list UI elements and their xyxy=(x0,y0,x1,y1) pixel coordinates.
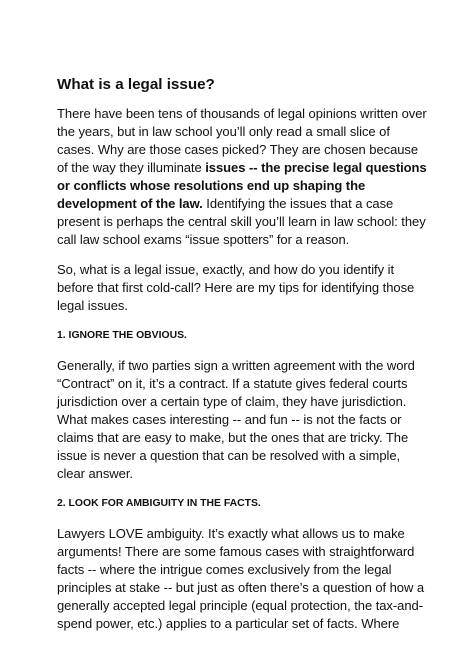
section-body-ambiguity: Lawyers LOVE ambiguity. It’s exactly what allows us to make arguments! There are some famous cases with straightforward facts -- where the intrigue comes exclusively from the legal principles at stake -- but just as often there’s a question of how a generally accepted legal principle (equal protection, the tax-and-spend power, etc.) applies to a particular set of facts. Where xyxy=(57,526,425,631)
document-page xyxy=(57,75,429,645)
intro-bold-text: issues -- the precise legal questions or conflicts whose resolutions end up shaping the development of the law. xyxy=(57,160,427,211)
section-heading-ambiguity: 2. LOOK FOR AMBIGUITY IN THE FACTS. xyxy=(57,498,261,509)
section-body-ignore-obvious: Generally, if two parties sign a written agreement with the word “Contract” on it, it’s a contract. If a statute gives federal courts jurisdiction over a certain type of claim, they have jurisdiction. What makes cases interesting -- and fun -- is not the facts or claims that are easy to make, but the ones that are tricky. The issue is never a question that can be resolved with a simple, clear answer. xyxy=(57,358,415,481)
intro-paragraph xyxy=(57,105,429,249)
page-title: What is a legal issue? xyxy=(57,76,215,93)
second-paragraph: So, what is a legal issue, exactly, and how do you identify it before that first cold-call? Here are my tips for identifying those legal issues. xyxy=(57,262,415,313)
section-heading-ignore-obvious: 1. IGNORE THE OBVIOUS. xyxy=(57,330,187,341)
intro-text-part2: Identifying the issues that a case present is perhaps the central skill you’ll learn in law school: they call law school exams “issue spotters” for a reason. xyxy=(57,196,426,247)
intro-text-part1: There have been tens of thousands of legal opinions written over the years, but in law school you’ll only read a small slice of cases. Why are those cases picked? They are chosen because of the way they illuminate xyxy=(57,106,427,175)
